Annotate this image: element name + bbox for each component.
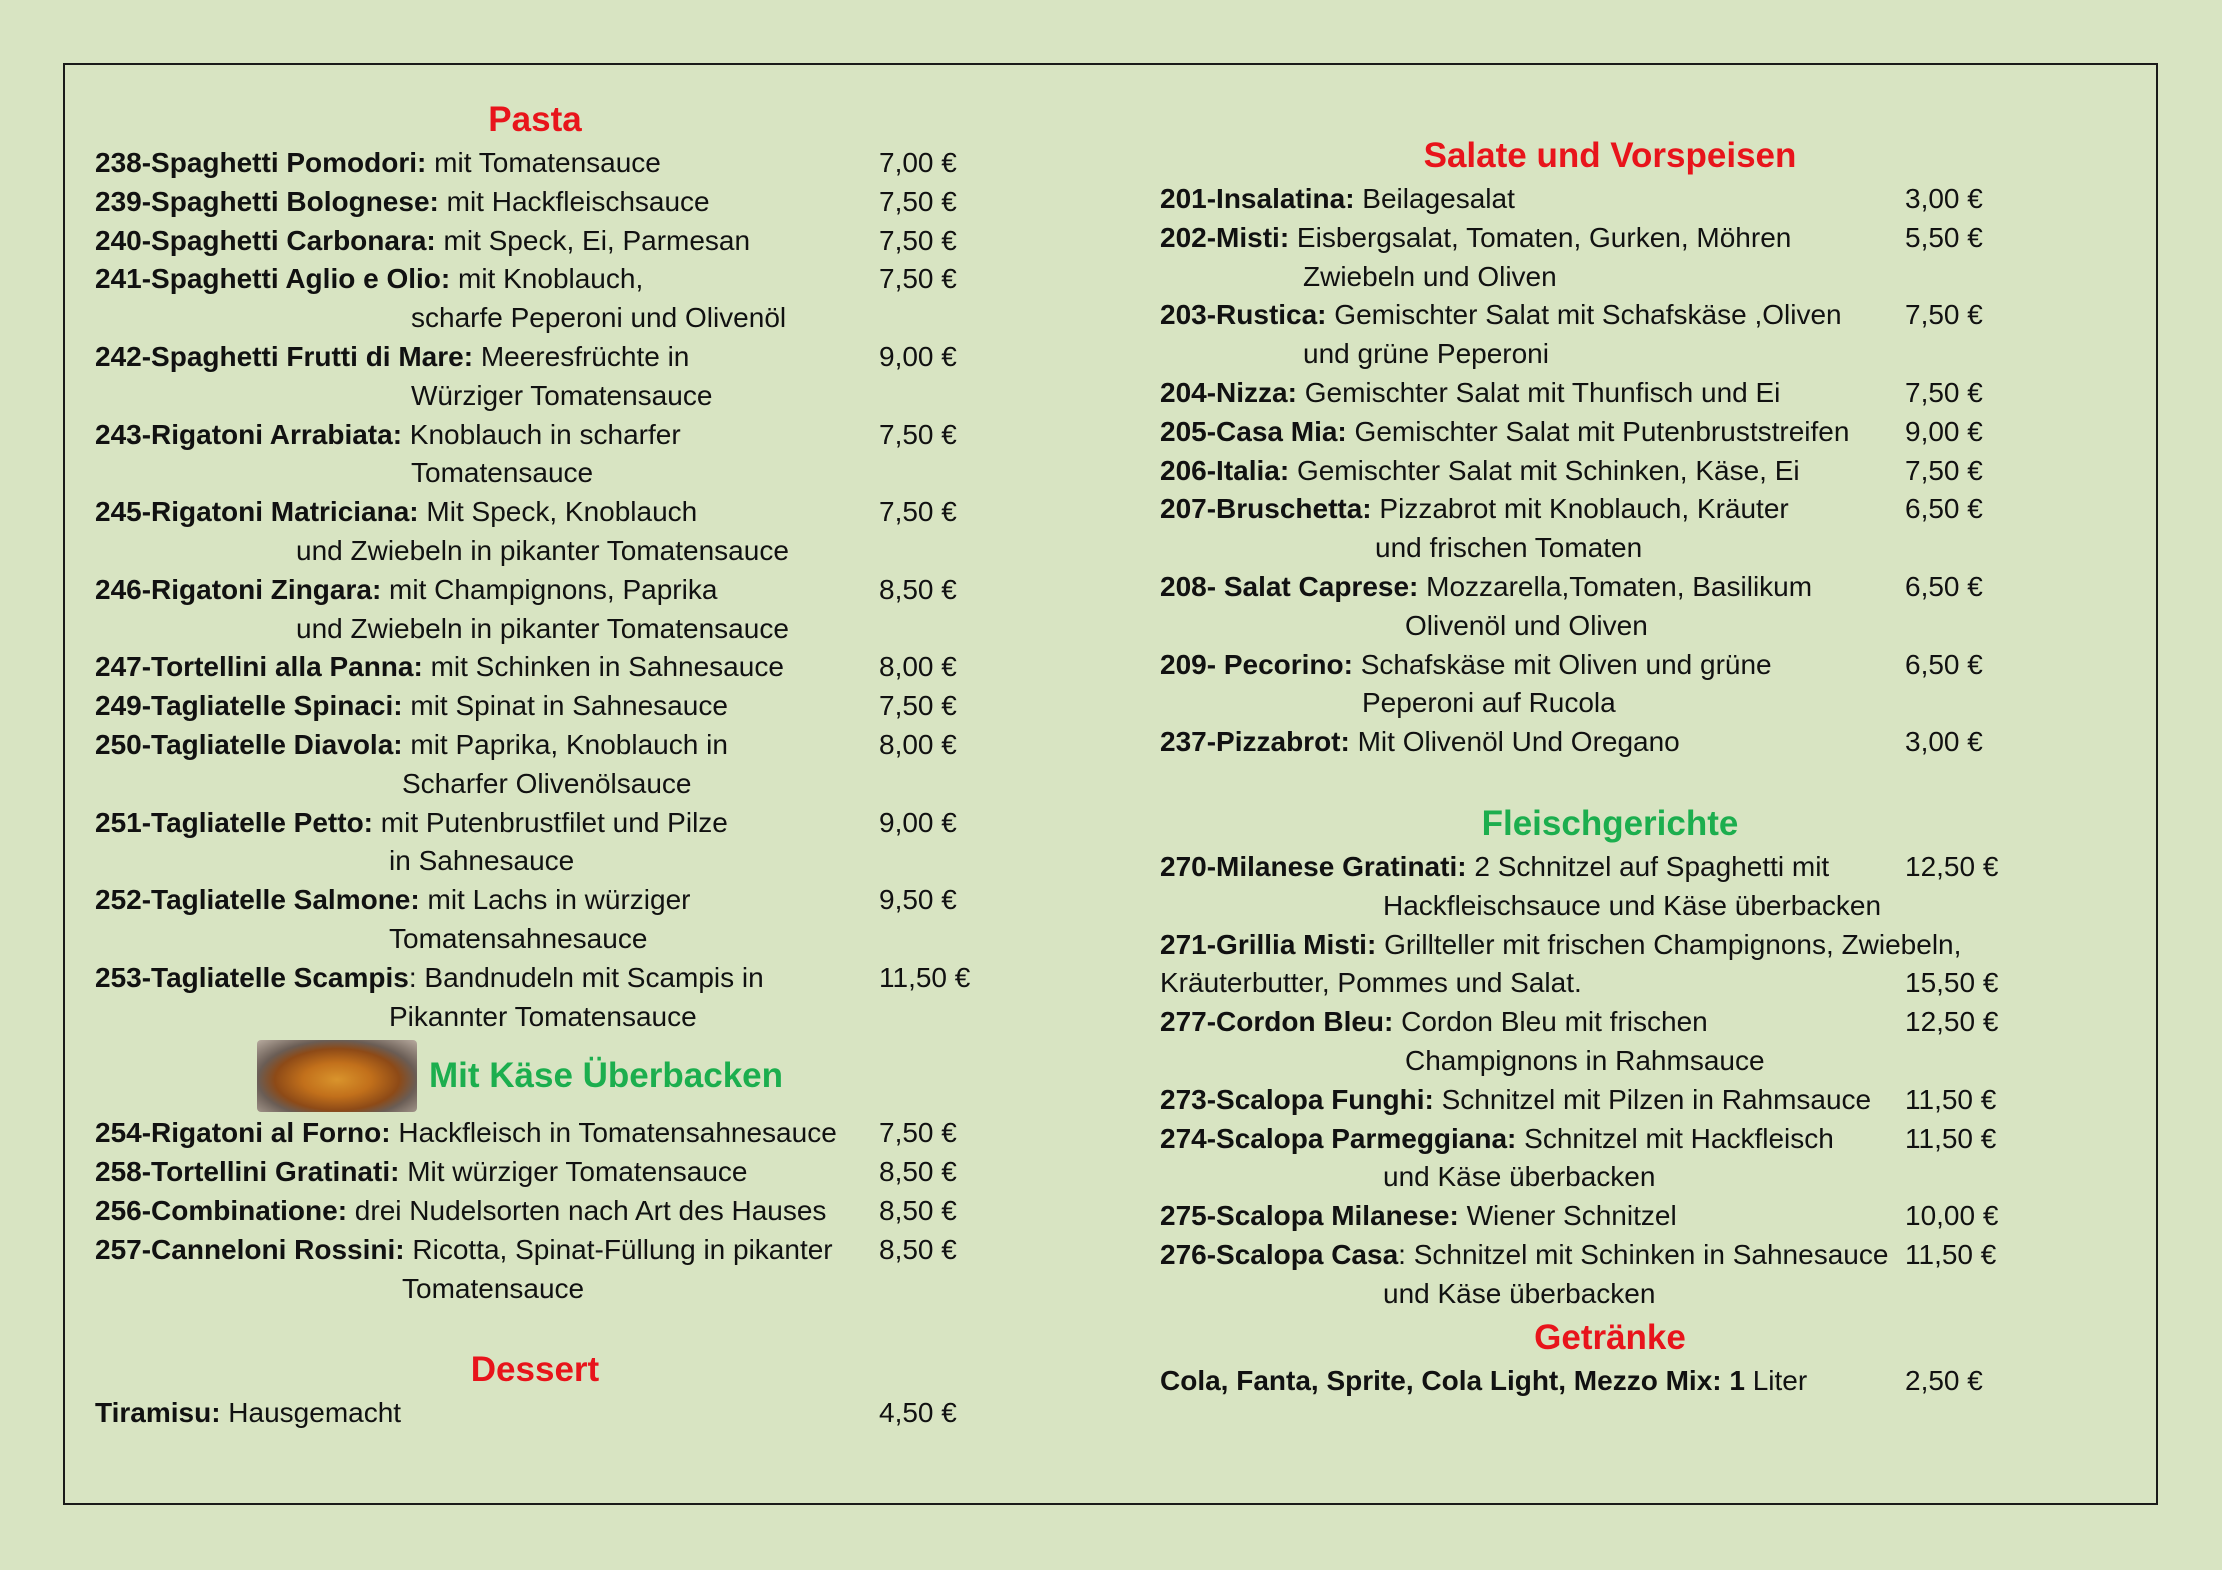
menu-item-description: Gemischter Salat mit Thunfisch und Ei (1296, 376, 1781, 408)
menu-item-description: mit Schinken in Sahnesauce (422, 651, 784, 683)
meat-heading: Fleischgerichte (1481, 803, 1739, 843)
menu-item-line (95, 1114, 975, 1153)
menu-item-name: 249-Tagliatelle Spinaci: (95, 690, 403, 722)
menu-item-name: Tiramisu: (95, 1397, 221, 1429)
menu-item-price: 9,00 € (879, 806, 957, 838)
menu-item (95, 260, 975, 338)
menu-item-continuation: scharfe Peperoni und Olivenöl (411, 302, 787, 334)
menu-item (1160, 926, 2060, 1004)
menu-item-description: Beilagesalat (1354, 183, 1515, 214)
menu-item-price: 7,00 € (879, 147, 957, 178)
menu-item (1160, 1120, 2060, 1198)
menu-item-line (95, 726, 975, 765)
menu-item-price: 7,50 € (879, 1117, 957, 1149)
menu-item-name: 241-Spaghetti Aglio e Olio: (95, 263, 451, 295)
baked-dish-image (257, 1040, 417, 1112)
menu-item-name: 256-Combinatione: (95, 1194, 348, 1226)
dessert-list (95, 1394, 975, 1433)
menu-item (95, 1394, 975, 1433)
menu-item-description: mit Tomatensauce (426, 147, 661, 178)
menu-item-description: Schafskäse mit Oliven und grüne (1352, 648, 1772, 680)
menu-item (95, 687, 975, 726)
menu-item-line (95, 1192, 975, 1231)
menu-item-description: Meeresfrüchte in (473, 340, 690, 372)
menu-item (95, 1231, 975, 1309)
menu-item-description: Hackfleisch in Tomatensahnesauce (390, 1117, 837, 1149)
menu-item (1160, 1081, 2060, 1120)
spacer (1160, 762, 2060, 800)
menu-item (1160, 413, 2060, 452)
menu-item-description: Mit würziger Tomatensauce (399, 1156, 748, 1188)
menu-item (95, 804, 975, 882)
menu-item-price: 11,50 € (1905, 1122, 1997, 1154)
menu-item-name: 254-Rigatoni al Forno: (95, 1117, 391, 1149)
menu-item-name: 246-Rigatoni Zingara: (95, 573, 382, 605)
menu-item-name: 240-Spaghetti Carbonara: (95, 224, 436, 256)
menu-item (95, 338, 975, 416)
drinks-list (1160, 1362, 2060, 1401)
menu-item-name: 275-Scalopa Milanese: (1160, 1200, 1459, 1232)
menu-item (1160, 723, 2060, 762)
menu-item-continuation: Pikannter Tomatensauce (389, 1000, 697, 1032)
menu-item-price: 7,50 € (879, 496, 957, 528)
menu-item-line (95, 1394, 975, 1433)
menu-item-name: 271-Grillia Misti: (1160, 928, 1377, 960)
menu-item-name: 208- Salat Caprese: (1160, 570, 1419, 602)
menu-item-name: 203-Rustica: (1160, 299, 1327, 331)
menu-item-name: 205-Casa Mia: (1160, 415, 1347, 447)
menu-item-price: 8,00 € (879, 728, 957, 760)
menu-item-name: 251-Tagliatelle Petto: (95, 806, 374, 838)
menu-item (1160, 1003, 2060, 1081)
menu-item-description: mit Champignons, Paprika (381, 573, 718, 605)
menu-item-name: 207-Bruschetta: (1160, 493, 1372, 525)
menu-item (1160, 646, 2060, 724)
menu-item-name: 245-Rigatoni Matriciana: (95, 496, 419, 528)
menu-item-description: Gemischter Salat mit Putenbruststreifen (1346, 415, 1850, 447)
menu-item (95, 144, 975, 183)
menu-item-name: 239-Spaghetti Bolognese: (95, 185, 439, 217)
menu-item-price: 5,50 € (1905, 221, 1983, 253)
menu-item-name: 237-Pizzabrot: (1160, 726, 1350, 758)
menu-item-description: Mozzarella,Tomaten, Basilikum (1418, 570, 1813, 602)
menu-item-name: 250-Tagliatelle Diavola: (95, 728, 403, 760)
menu-item-continuation: und Zwiebeln in pikanter Tomatensauce (296, 612, 789, 644)
menu-item-description: Mit Olivenöl Und Oregano (1349, 726, 1680, 758)
menu-item (1160, 568, 2060, 646)
menu-item (1160, 180, 2060, 219)
menu-item-name: 206-Italia: (1160, 454, 1290, 486)
menu-item-line (95, 222, 975, 261)
menu-item-line (95, 416, 975, 455)
menu-item-line (95, 881, 975, 920)
menu-item-price: 11,50 € (879, 961, 971, 993)
menu-item-continuation: und Zwiebeln in pikanter Tomatensauce (296, 534, 789, 566)
menu-item-price: 7,50 € (1905, 376, 1983, 408)
menu-item (1160, 1362, 2060, 1401)
menu-item-line (95, 687, 975, 726)
menu-item-description: Knoblauch in scharfer (402, 418, 681, 450)
menu-item-price: 9,00 € (879, 340, 957, 372)
baked-list (95, 1114, 975, 1308)
menu-item-price: 7,50 € (879, 690, 957, 722)
menu-item (1160, 1236, 2060, 1314)
menu-item-price: 7,50 € (879, 224, 957, 256)
menu-item-description: Gemischter Salat mit Schinken, Käse, Ei (1289, 454, 1800, 486)
menu-item-name: 257-Canneloni Rossini: (95, 1233, 405, 1265)
menu-item (1160, 1197, 2060, 1236)
menu-item (95, 959, 975, 1037)
menu-item-name: Cola, Fanta, Sprite, Cola Light, Mezzo Mix: 1 (1160, 1364, 1745, 1396)
menu-item-name: 277-Cordon Bleu: (1160, 1006, 1394, 1038)
menu-item-continuation: Olivenöl und Oliven (1405, 609, 1648, 641)
menu-item-description: Schnitzel mit Pilzen in Rahmsauce (1433, 1083, 1872, 1115)
left-column (95, 96, 975, 1433)
menu-item-line (95, 338, 975, 377)
menu-item-price: 3,00 € (1905, 726, 1983, 758)
menu-item-price: 11,50 € (1905, 1238, 1997, 1270)
menu-item-line (95, 648, 975, 687)
spacer (95, 1308, 975, 1346)
menu-item-description: Grillteller mit frischen Champignons, Zwiebeln, (1376, 928, 1962, 960)
menu-item-description: mit Putenbrustfilet und Pilze (373, 806, 728, 838)
menu-item (95, 881, 975, 959)
menu-item-description: Ricotta, Spinat-Füllung in pikanter (404, 1233, 833, 1265)
dessert-heading: Dessert (470, 1350, 600, 1390)
menu-item-line (95, 260, 975, 299)
menu-item-continuation: Tomatensahnesauce (389, 922, 648, 954)
menu-item-continuation: und Käse überbacken (1383, 1161, 1656, 1193)
menu-item (95, 1114, 975, 1153)
menu-item-price: 7,50 € (879, 185, 957, 217)
menu-item-description: mit Lachs in würziger (419, 884, 691, 916)
menu-item (95, 183, 975, 222)
menu-item (1160, 490, 2060, 568)
menu-item-continuation: Peperoni auf Rucola (1362, 687, 1616, 719)
menu-item-continuation: Hackfleischsauce und Käse überbacken (1383, 889, 1882, 921)
menu-item-description: Hausgemacht (220, 1397, 402, 1429)
menu-item-price: 8,50 € (879, 1194, 957, 1226)
menu-item-description: 2 Schnitzel auf Spaghetti mit (1466, 850, 1830, 882)
menu-item-description: : Bandnudeln mit Scampis in (408, 961, 764, 993)
menu-item-continuation: und frischen Tomaten (1375, 532, 1643, 564)
menu-item-continuation: Tomatensauce (411, 457, 594, 489)
menu-item-name: 202-Misti: (1160, 221, 1290, 253)
menu-item-continuation: und Käse überbacken (1383, 1277, 1656, 1309)
menu-item-description: Cordon Bleu mit frischen (1393, 1006, 1708, 1038)
menu-item-line (95, 183, 975, 222)
menu-item-description: drei Nudelsorten nach Art des Hauses (347, 1194, 827, 1226)
menu-item-price: 7,50 € (879, 263, 957, 295)
baked-heading-row (95, 1040, 975, 1112)
right-column (1160, 132, 2060, 1400)
menu-item-price: 15,50 € (1905, 967, 1999, 999)
menu-item-continuation: Scharfer Olivenölsauce (402, 767, 692, 799)
menu-item-line (95, 804, 975, 843)
menu-item-line (95, 144, 975, 183)
menu-item-continuation: in Sahnesauce (389, 845, 575, 877)
menu-item-price: 6,50 € (1905, 493, 1983, 525)
drinks-heading: Getränke (1534, 1317, 1686, 1357)
menu-item-description: Eisbergsalat, Tomaten, Gurken, Möhren (1289, 221, 1792, 253)
menu-item-line (95, 493, 975, 532)
menu-item (95, 571, 975, 649)
menu-item (95, 1192, 975, 1231)
menu-item (95, 416, 975, 494)
menu-item-line (95, 1231, 975, 1270)
menu-item-line (95, 1153, 975, 1192)
menu-item-name: 238-Spaghetti Pomodori: (95, 147, 427, 178)
menu-item-name: 201-Insalatina: (1160, 183, 1355, 214)
menu-item-name: 247-Tortellini alla Panna: (95, 651, 423, 683)
menu-item-name: 258-Tortellini Gratinati: (95, 1156, 400, 1188)
menu-item-description: : Schnitzel mit Schinken in Sahnesauce (1398, 1238, 1889, 1270)
menu-item-name: 209- Pecorino: (1160, 648, 1353, 680)
menu-item-name: 242-Spaghetti Frutti di Mare: (95, 340, 474, 372)
menu-item-description: Gemischter Salat mit Schafskäse ,Oliven (1326, 299, 1842, 331)
menu-item-continuation: Tomatensauce (402, 1272, 585, 1304)
menu-item-description: mit Hackfleischsauce (438, 185, 710, 217)
menu-item-continuation: Champignons in Rahmsauce (1405, 1044, 1765, 1076)
menu-item-description: Liter (1744, 1364, 1808, 1396)
menu-item-name: 276-Scalopa Casa (1160, 1238, 1399, 1270)
menu-item (95, 222, 975, 261)
menu-item-price: 9,50 € (879, 884, 957, 916)
meat-list (1160, 848, 2060, 1314)
menu-item-description: Schnitzel mit Hackfleisch (1516, 1122, 1834, 1154)
menu-item-price: 7,50 € (879, 418, 957, 450)
menu-item-price: 8,50 € (879, 573, 957, 605)
menu-item-name: 204-Nizza: (1160, 376, 1297, 408)
menu-item-name: 273-Scalopa Funghi: (1160, 1083, 1434, 1115)
menu-item-price: 6,50 € (1905, 570, 1983, 602)
menu-item (1160, 374, 2060, 413)
menu-item-price: 8,50 € (879, 1233, 957, 1265)
menu-item-continuation: Zwiebeln und Oliven (1303, 260, 1557, 292)
menu-item-name: 243-Rigatoni Arrabiata: (95, 418, 403, 450)
menu-item-price: 4,50 € (879, 1397, 957, 1429)
menu-item (95, 1153, 975, 1192)
menu-item-name: 270-Milanese Gratinati: (1160, 850, 1467, 882)
menu-item-description: mit Spinat in Sahnesauce (402, 690, 728, 722)
menu-item-price: 12,50 € (1905, 850, 1999, 882)
menu-item-name: 253-Tagliatelle Scampis (95, 961, 409, 993)
menu-item-continuation: Würziger Tomatensauce (411, 379, 713, 411)
menu-item-price: 12,50 € (1905, 1006, 1999, 1038)
menu-item-price: 7,50 € (1905, 299, 1983, 331)
menu-item-description: mit Paprika, Knoblauch in (402, 728, 728, 760)
pasta-list (95, 144, 975, 1036)
menu-item (95, 648, 975, 687)
menu-item (95, 726, 975, 804)
pasta-heading: Pasta (488, 100, 582, 139)
menu-item-price: 9,00 € (1905, 415, 1983, 447)
menu-item (1160, 848, 2060, 926)
menu-item (1160, 296, 2060, 374)
menu-item-price: 7,50 € (1905, 454, 1983, 486)
salads-heading: Salate und Vorspeisen (1423, 136, 1797, 175)
menu-item (95, 493, 975, 571)
menu-item (1160, 452, 2060, 491)
menu-item-price: 3,00 € (1905, 183, 1983, 214)
menu-item-price: 10,00 € (1905, 1200, 1999, 1232)
menu-item-name: 274-Scalopa Parmeggiana: (1160, 1122, 1517, 1154)
menu-item-price: 2,50 € (1905, 1364, 1983, 1396)
menu-item-continuation: und grüne Peperoni (1303, 338, 1549, 370)
menu-item-description: Mit Speck, Knoblauch (418, 496, 698, 528)
menu-item-line (1160, 926, 2060, 965)
menu-item-line (95, 959, 975, 998)
menu-item-description: Pizzabrot mit Knoblauch, Kräuter (1371, 493, 1789, 525)
menu-item-price: 8,00 € (879, 651, 957, 683)
menu-item-price: 6,50 € (1905, 648, 1983, 680)
menu-item-description: mit Speck, Ei, Parmesan (435, 224, 751, 256)
menu-item-description: mit Knoblauch, (450, 263, 644, 295)
menu-item-continuation: Kräuterbutter, Pommes und Salat. (1160, 967, 1582, 999)
menu-item-description: Wiener Schnitzel (1458, 1200, 1677, 1232)
baked-heading: Mit Käse Überbacken (428, 1056, 784, 1096)
menu-item-price: 8,50 € (879, 1156, 957, 1188)
menu-item-name: 252-Tagliatelle Salmone: (95, 884, 420, 916)
salads-list (1160, 180, 2060, 762)
menu-item (1160, 219, 2060, 297)
menu-item-price: 11,50 € (1905, 1083, 1997, 1115)
menu-item-line (95, 571, 975, 610)
